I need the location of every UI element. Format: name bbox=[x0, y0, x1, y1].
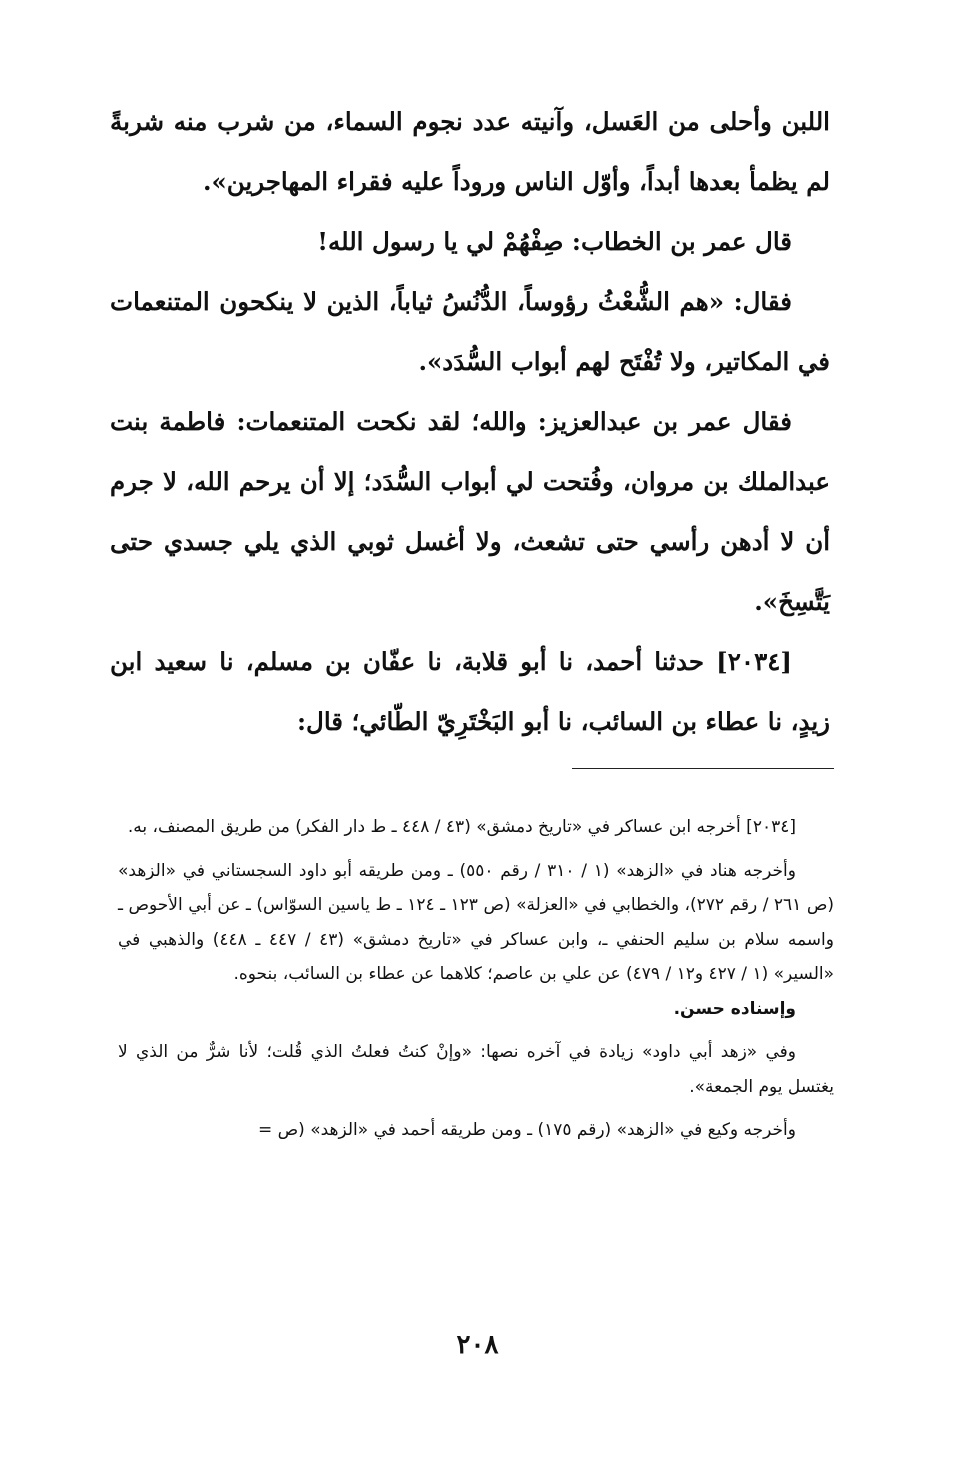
footnote-3: وإسناده حسن. bbox=[673, 998, 796, 1019]
main-text-body bbox=[110, 92, 830, 752]
footnote-4: وفي «زهد أبي داود» زيادة في آخره نصها: «وإنْ كنتُ فعلتُ الذي قُلت؛ لأنا شرٌّ من الذي لا يغتسل يوم الجمعة». bbox=[118, 1042, 834, 1097]
page-number: ٢٠٨ bbox=[456, 1330, 499, 1360]
footnotes-section bbox=[118, 810, 834, 1157]
paragraph-3: فقال: «هم الشُّعْثُ رؤوساً، الدُّنُسُ ثياباً، الذين لا ينكحون المتنعمات في المكاتير، ولا تُفْتَح لهم أبواب السُّدَد». bbox=[110, 287, 830, 376]
paragraph-5: [٢٠٣٤] حدثنا أحمد، نا أبو قلابة، نا عفّان بن مسلم، نا سعيد ابن زيدٍ، نا عطاء بن السائب، نا أبو البَخْتَرِيّ الطّائي؛ قال: bbox=[110, 647, 830, 736]
footnote-1: [٢٠٣٤] أخرجه ابن عساكر في «تاريخ دمشق» (٤٣ / ٤٤٨ ـ ط دار الفكر) من طريق المصنف، به. bbox=[127, 817, 796, 837]
paragraph-4: فقال عمر بن عبدالعزيز: والله؛ لقد نكحت المتنعمات: فاطمة بنت عبدالملك بن مروان، وفُتحت لي أبواب السُّدَد؛ إلا أن يرحم الله، لا جرم أن لا أدهن رأسي حتى تشعث، ولا أغسل ثوبي الذي يلي جسدي حتى يَتَّسِخَ». bbox=[110, 407, 830, 616]
footnote-separator bbox=[572, 768, 834, 769]
paragraph-2: قال عمر بن الخطاب: صِفْهُمْ لي يا رسول الله! bbox=[317, 227, 792, 256]
footnote-2: وأخرجه هناد في «الزهد» (١ / ٣١٠ / رقم ٥٥٠) ـ ومن طريقه أبو داود السجستاني في «الزهد» (ص ٢٦١ / رقم ٢٧٢)، والخطابي في «العزلة» (ص ١٢٣ ـ ١٢٤ ـ ط ياسين السوّاس) ـ عن أبي الأحوص ـ واسمه سلام بن سليم الحنفي ـ، وابن عساكر في «تاريخ دمشق» (٤٣ / ٤٤٧ ـ ٤٤٨) والذهبي في «السير» (١ / ٤٢٧ و١٢ / ٤٧٩) عن علي بن عاصم؛ كلاهما عن عطاء بن السائب، بنحوه. bbox=[118, 860, 834, 984]
footnote-5: وأخرجه وكيع في «الزهد» (رقم ١٧٥) ـ ومن طريقه أحمد في «الزهد» (ص = bbox=[257, 1120, 796, 1140]
paragraph-1: اللبن وأحلى من العَسل، وآنيته عدد نجوم السماء، من شرب منه شربةً لم يظمأ بعدها أبداً، وأوّل الناس وروداً عليه فقراء المهاجرين». bbox=[110, 107, 830, 196]
